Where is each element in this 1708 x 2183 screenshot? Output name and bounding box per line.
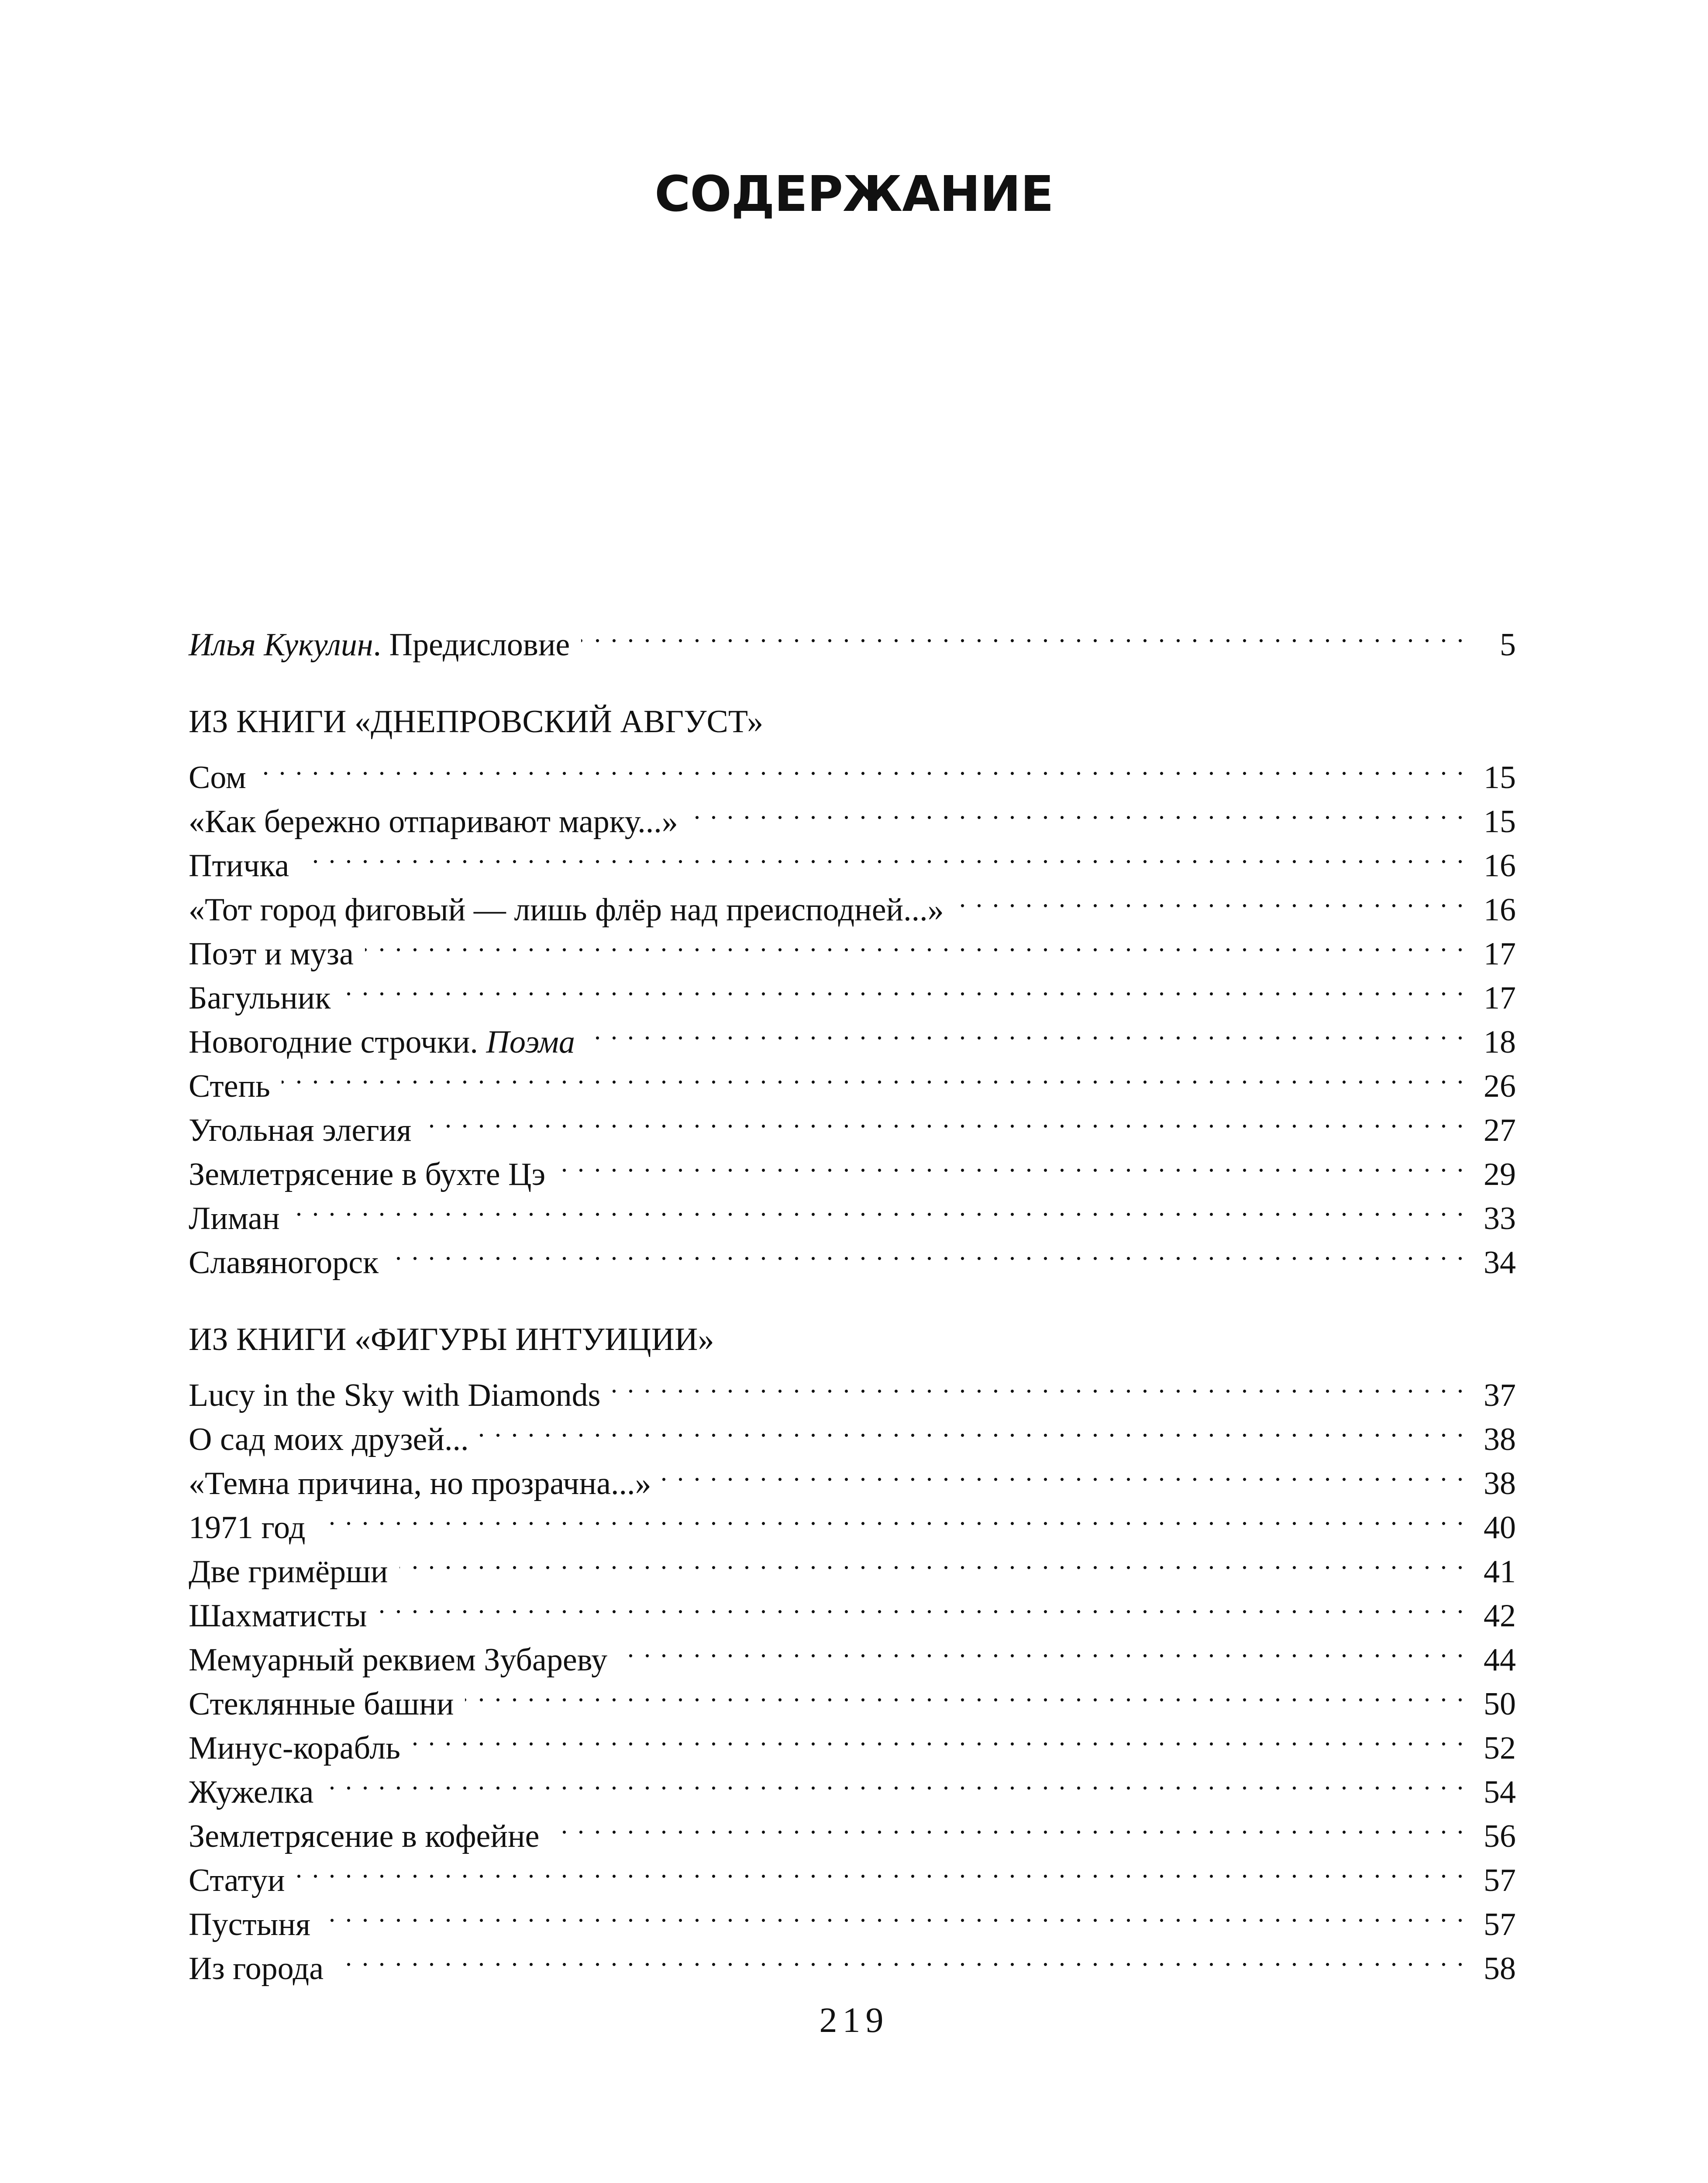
dot-leader xyxy=(282,1053,1465,1097)
page-number: 27 xyxy=(1484,1112,1516,1148)
entry-title xyxy=(189,844,289,888)
entry-title xyxy=(189,1241,379,1285)
dot-leader xyxy=(619,1626,1465,1670)
page-number: 42 xyxy=(1484,1598,1516,1634)
page-number: 16 xyxy=(1484,892,1516,928)
dot-leader xyxy=(581,611,1465,655)
entry-title-text: «Темна причина, но прозрачна...» xyxy=(189,1466,651,1501)
entry-title xyxy=(189,1506,306,1550)
page-number: 40 xyxy=(1484,1510,1516,1546)
dot-leader xyxy=(480,1406,1465,1450)
page-number: 52 xyxy=(1484,1730,1516,1766)
entry-title-text: Из города xyxy=(189,1951,324,1987)
entry-title-text: Мемуарный реквием Зубареву xyxy=(189,1642,608,1678)
dot-leader xyxy=(390,1229,1465,1273)
entry-title-text: Славяногорск xyxy=(189,1245,379,1281)
entry-title xyxy=(189,1197,280,1241)
dot-leader xyxy=(465,1670,1465,1715)
entry-title-text: «Тот город фиговый — лишь флёр над преисподней...» xyxy=(189,892,944,928)
entry-title-text: Пустыня xyxy=(189,1907,310,1942)
toc-entry xyxy=(189,1891,1516,1942)
entry-title-text: Степь xyxy=(189,1068,270,1104)
toc-sections xyxy=(189,700,1516,1987)
dot-leader xyxy=(586,1009,1465,1053)
entry-title xyxy=(189,1903,310,1947)
page-number: 16 xyxy=(1484,848,1516,884)
entry-title-text: Поэт и муза xyxy=(189,936,354,972)
entry-title xyxy=(189,1947,324,1991)
dot-leader xyxy=(322,1891,1465,1935)
page-number: 44 xyxy=(1484,1642,1516,1678)
preface-title: . Предисловие xyxy=(373,627,570,663)
page-number: 17 xyxy=(1484,980,1516,1016)
page-number: 56 xyxy=(1484,1818,1516,1854)
dot-leader xyxy=(258,744,1465,788)
entry-title xyxy=(189,932,354,976)
toc-entry xyxy=(189,1626,1516,1678)
entry-title-text: Жужелка xyxy=(189,1774,314,1810)
page-number: 58 xyxy=(1484,1951,1516,1987)
folio-page-number: 219 xyxy=(819,2000,889,2040)
entry-title-text: О сад моих друзей... xyxy=(189,1422,469,1457)
page-number: 37 xyxy=(1484,1377,1516,1413)
entry-title-text: Землетрясение в кофейне xyxy=(189,1818,540,1854)
dot-leader xyxy=(296,1847,1465,1891)
entry-title-text: Статуи xyxy=(189,1863,285,1898)
page-number: 50 xyxy=(1484,1686,1516,1722)
page-number: 33 xyxy=(1484,1201,1516,1236)
entry-title xyxy=(189,976,331,1020)
entry-title-text: Птичка xyxy=(189,848,289,884)
section-heading: ИЗ КНИГИ «ФИГУРЫ ИНТУИЦИИ» xyxy=(189,1322,714,1357)
page-number: 38 xyxy=(1484,1422,1516,1457)
page-number: 26 xyxy=(1484,1068,1516,1104)
entry-title-text: Минус-корабль xyxy=(189,1730,401,1766)
page-number: 18 xyxy=(1484,1024,1516,1060)
toc-entry xyxy=(189,964,1516,1016)
dot-leader xyxy=(412,1715,1465,1759)
toc-entry xyxy=(189,1582,1516,1634)
page-number: 57 xyxy=(1484,1863,1516,1898)
dot-leader xyxy=(365,920,1465,964)
toc-entry xyxy=(189,788,1516,840)
entry-title-text: 1971 год xyxy=(189,1510,306,1546)
toc-entry xyxy=(189,1009,1516,1060)
toc-entry xyxy=(189,876,1516,928)
toc-entry xyxy=(189,832,1516,884)
page-title: СОДЕРЖАНИЕ xyxy=(654,166,1054,223)
entry-title xyxy=(189,756,246,800)
toc-entry xyxy=(189,1053,1516,1104)
toc-entry xyxy=(189,1362,1516,1413)
entry-title-text: Багульник xyxy=(189,980,331,1016)
page-number: 38 xyxy=(1484,1466,1516,1501)
table-of-contents xyxy=(189,611,1516,1987)
dot-leader xyxy=(342,964,1465,1009)
entry-title xyxy=(189,1418,468,1462)
toc-entry xyxy=(189,1759,1516,1810)
entry-title-text: Стеклянные башни xyxy=(189,1686,454,1722)
entry-title xyxy=(189,1109,411,1153)
entry-title-text: «Как бережно отпаривают марку...» xyxy=(189,804,678,840)
page-number: 57 xyxy=(1484,1907,1516,1942)
dot-leader xyxy=(955,876,1465,920)
toc-entry xyxy=(189,1185,1516,1236)
toc-entry xyxy=(189,1538,1516,1590)
page-number: 15 xyxy=(1484,760,1516,795)
entry-title-text: Две гримёрши xyxy=(189,1554,388,1590)
toc-entry xyxy=(189,1803,1516,1854)
dot-leader xyxy=(325,1759,1465,1803)
entry-title-text: Lucy in the Sky with Diamonds xyxy=(189,1377,601,1413)
dot-leader xyxy=(557,1141,1465,1185)
dot-leader xyxy=(317,1494,1465,1538)
entry-title xyxy=(189,1550,388,1594)
entry-title xyxy=(189,623,570,667)
dot-leader xyxy=(423,1097,1465,1141)
preface-author: Илья Кукулин xyxy=(189,627,373,663)
toc-entry-preface xyxy=(189,611,1516,663)
dot-leader xyxy=(335,1935,1465,1979)
page-number: 54 xyxy=(1484,1774,1516,1810)
entry-title-text: Сом xyxy=(189,760,246,795)
entry-title-text: Землетрясение в бухте Цэ xyxy=(189,1157,546,1192)
dot-leader xyxy=(379,1582,1465,1626)
toc-entry xyxy=(189,744,1516,795)
page-number: 41 xyxy=(1484,1554,1516,1590)
entry-title-text: Шахматисты xyxy=(189,1598,367,1634)
page-number: 17 xyxy=(1484,936,1516,972)
toc-entry xyxy=(189,1935,1516,1987)
entry-title xyxy=(189,1064,270,1109)
dot-leader xyxy=(399,1538,1465,1582)
entry-title-italic: Поэма xyxy=(486,1024,575,1060)
page-number: 15 xyxy=(1484,804,1516,840)
dot-leader xyxy=(291,1185,1465,1229)
entry-title xyxy=(189,1594,367,1638)
toc-entry xyxy=(189,920,1516,972)
toc-entry xyxy=(189,1494,1516,1546)
entry-title xyxy=(189,1770,313,1815)
entry-title-text: Лиман xyxy=(189,1201,280,1236)
toc-entry xyxy=(189,1097,1516,1148)
section-heading: ИЗ КНИГИ «ДНЕПРОВСКИЙ АВГУСТ» xyxy=(189,704,764,740)
page-number: 34 xyxy=(1484,1245,1516,1281)
toc-entry xyxy=(189,1229,1516,1281)
page-number: 5 xyxy=(1500,627,1516,663)
dot-leader xyxy=(689,788,1465,832)
dot-leader xyxy=(551,1803,1465,1847)
toc-entry xyxy=(189,1847,1516,1898)
entry-title-text: Угольная элегия xyxy=(189,1112,412,1148)
page-number: 29 xyxy=(1484,1157,1516,1192)
dot-leader xyxy=(300,832,1465,876)
entry-title xyxy=(189,1859,285,1903)
entry-title-text: Новогодние строчки. xyxy=(189,1024,486,1060)
dot-leader xyxy=(662,1450,1465,1494)
dot-leader xyxy=(612,1362,1465,1406)
